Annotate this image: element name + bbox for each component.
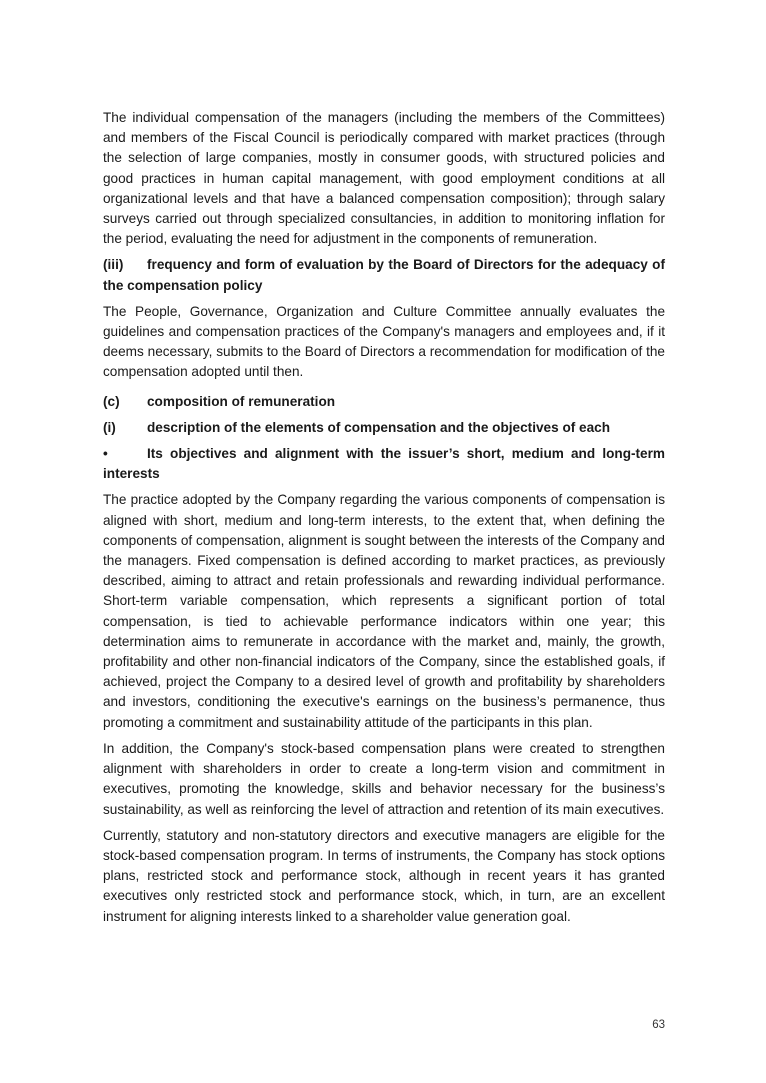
- paragraph-committee-evaluation: The People, Governance, Organization and Culture Committee annually evaluates the guidelines and compensation practices of the Company's managers and employees and, if it deems necessary, submits to the Board of Directors a recommendation for modification of the compensation adopted until then.: [103, 303, 665, 380]
- paragraph-stock-plans: In addition, the Company's stock-based compensation plans were created to strengthen alignment with shareholders in order to create a long-term vision and commitment in executives, promoting the knowledge, skills and behavior necessary for the business’s sustainability, as well as reinforcing the level of attraction and retention of its main executives.: [103, 740, 665, 817]
- paragraph-compensation-practice: The practice adopted by the Company regarding the various components of compensation is aligned with short, medium and long-term interests, to the extent that, when defining the components of compensation, alignment is sought between the interests of the Company and the managers. Fixed compensation is defined according to market practices, as previously described, aiming to attract and retain professionals and rewarding individual performance. Short-term variable compensation, which represents a significant portion of total compensation, is tied to achievable performance indicators within one year; this determination aims to remunerate in accordance with the market and, mainly, the growth, profitability and other non-financial indicators of the Company, since the established goals, if achieved, project the Company to a desired level of growth and profitability by shareholders and investors, conditioning the executive's earnings on the business’s permanence, thus promoting a commitment and sustainability attitude of the participants in this plan.: [103, 492, 665, 730]
- heading-evaluation-frequency: [103, 255, 665, 295]
- heading-text: description of the elements of compensation and the objectives of each: [147, 419, 611, 435]
- heading-text: composition of remuneration: [147, 393, 336, 409]
- heading-number: (c): [103, 393, 120, 409]
- paragraph-eligibility: Currently, statutory and non-statutory directors and executive managers are eligible for the stock-based compensation program. In terms of instruments, the Company has stock options plans, restricted stock and performance stock, although in recent years it has granted executives only restricted stock and performance stock, which, in turn, are an excellent instrument for aligning interests linked to a shareholder value generation goal.: [103, 827, 665, 924]
- heading-composition: [103, 392, 665, 412]
- heading-elements-description: [103, 418, 665, 438]
- heading-text: Its objectives and alignment with the issuer’s short, medium and long-term interests: [103, 446, 665, 482]
- heading-number: (iii): [103, 257, 124, 273]
- heading-objectives-alignment: [103, 444, 665, 484]
- heading-number: (i): [103, 419, 116, 435]
- page-number: 63: [652, 1019, 665, 1031]
- paragraph-market-comparison: The individual compensation of the managers (including the members of the Committees) and members of the Fiscal Council is periodically compared with market practices (through the selection of large companies, mostly in consumer goods, with structured policies and good practices in human capital management, with good employment conditions at all organizational levels and that have a balanced compensation composition); through salary surveys carried out through specialized consultancies, in addition to monitoring inflation for the period, evaluating the need for adjustment in the components of remuneration.: [103, 110, 665, 247]
- bullet: •: [103, 446, 108, 462]
- heading-text: frequency and form of evaluation by the Board of Directors for the adequacy of the compensation policy: [103, 257, 665, 293]
- page-body: [103, 108, 665, 933]
